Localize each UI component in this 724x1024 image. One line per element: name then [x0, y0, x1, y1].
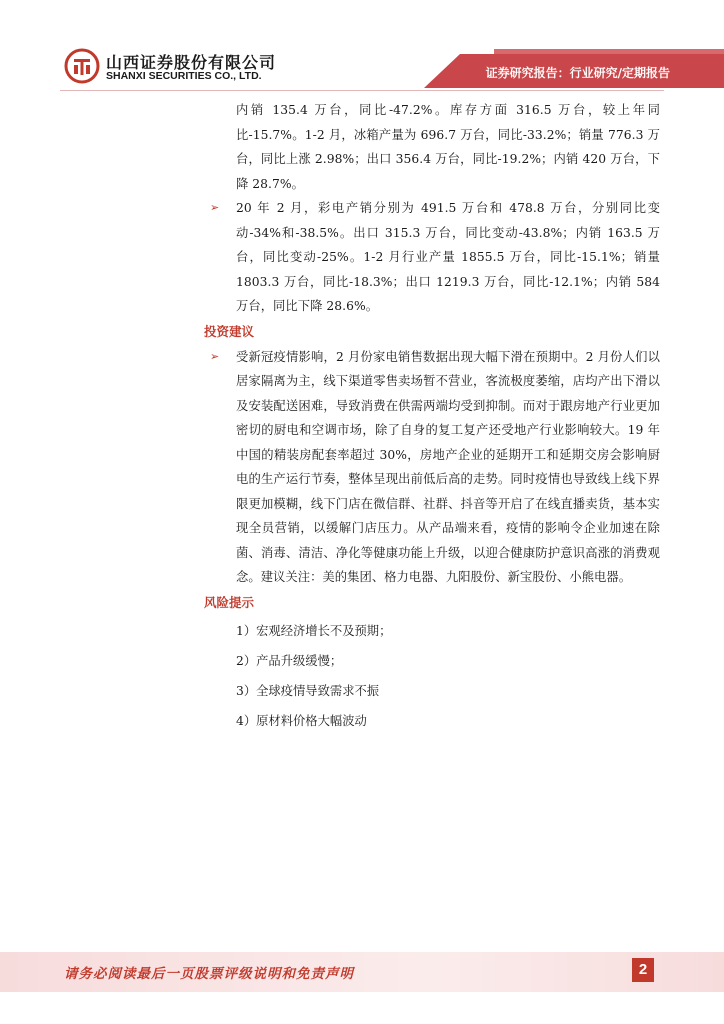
risk-item: 4）原材料价格大幅波动 — [236, 713, 367, 728]
investment-heading: 投资建议 — [204, 323, 255, 339]
footer-disclaimer: 请务必阅读最后一页股票评级说明和免责声明 — [64, 966, 354, 982]
report-type-title: 证券研究报告：行业研究/定期报告 — [485, 66, 670, 80]
arrow-bullet-icon: ➢ — [210, 349, 220, 363]
fridge-text: 内销 135.4 万台，同比-47.2%。库存方面 316.5 万台，较上年同比-15.7%。1-2 月，冰箱产量为 696.7 万台，同比-33.2%；销量 776.3 万台，同比上涨 2.98%；出口 356.4 万台，同比-19.2%；内销 420 万台，下降 28.7%。 — [236, 103, 660, 191]
company-logo-icon — [64, 48, 100, 84]
investment-bullet-text: 受新冠疫情影响，2 月份家电销售数据出现大幅下滑在预期中。2 月份人们以居家隔离为主，线下渠道零售卖场暂不营业，客流极度萎缩，店均产出下滑以及安装配送困难，导致消费在供需两端均受到抑制。而对于跟房地产行业更加密切的厨电和空调市场，除了自身的复工复产还受地产行业影响较大。19 年中国的精装房配套率超过 30%，房地产企业的延期开工和延期交房会影响厨电的生产运行节奏，整体呈现出前低后高的走势。同时疫情也导致线上线下界限更加模糊，线下门店在微信群、社群、抖音等开启了在线直播卖货，基本实现全员营销，以缓解门店压力。从产品端来看，疫情的影响令企业加速在除菌、消毒、清洁、净化等健康功能上升级，以迎合健康防护意识高涨的消费观念。建议关注：美的集团、格力电器、九阳股份、新宝股份、小熊电器。 — [236, 349, 660, 584]
risk-list — [204, 616, 660, 736]
page-number: 2 — [632, 958, 654, 982]
report-body — [204, 98, 660, 736]
investment-bullet — [204, 345, 660, 590]
tv-bullet-text: 20 年 2 月，彩电产销分别为 491.5 万台和 478.8 万台，分别同比变动-34%和-38.5%。出口 315.3 万台，同比变动-43.8%；内销 163.5 万台，同比变动-25%。1-2 月行业产量 1855.5 万台，同比-15.1%；销量 1803.3 万台，同比-18.3%；出口 1219.3 万台，同比-12.1%；内销 584 万台，同比下降 28.6%。 — [236, 201, 660, 313]
company-name-en: SHANXI SECURITIES CO., LTD. — [106, 70, 262, 82]
risk-item: 3）全球疫情导致需求不振 — [236, 683, 380, 698]
risk-item: 1）宏观经济增长不及预期； — [236, 623, 392, 638]
risk-heading: 风险提示 — [204, 594, 255, 610]
company-name-cn: 山西证券股份有限公司 — [106, 53, 277, 72]
risk-item: 2）产品升级缓慢； — [236, 653, 343, 668]
arrow-bullet-icon: ➢ — [210, 201, 220, 214]
tv-bullet — [204, 196, 660, 319]
header-accent-stripe — [494, 49, 724, 54]
fridge-continuation — [236, 98, 660, 196]
header-divider — [60, 90, 664, 91]
